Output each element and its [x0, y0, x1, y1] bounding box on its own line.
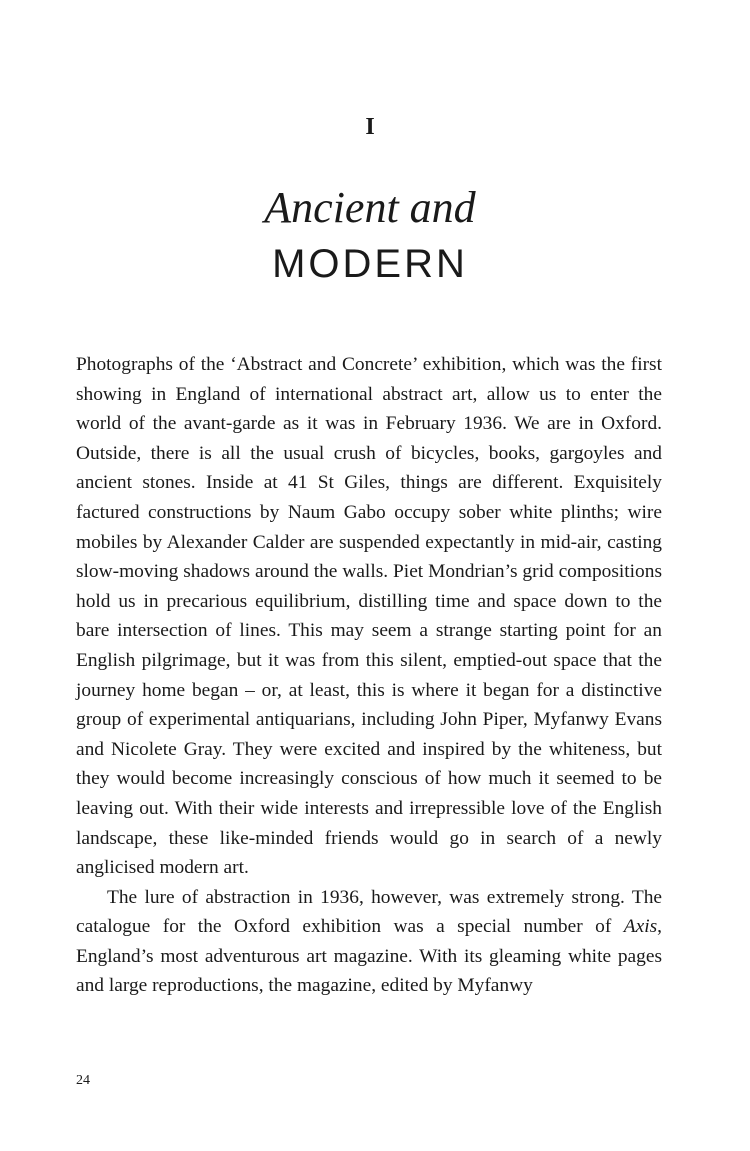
chapter-title-italic: Ancient and [264, 183, 476, 232]
chapter-title-caps: MODERN [272, 242, 468, 286]
magazine-title: Axis [623, 916, 658, 938]
paragraph-2 [76, 883, 662, 1001]
chapter-number: I [365, 114, 375, 140]
paragraph-2-start: The lure of abstraction in 1936, however, was extremely strong. The catalogue for the Oxford exhibition was a special number of [76, 886, 662, 938]
paragraph-1: Photographs of the ‘Abstract and Concrete’ exhibition, which was the first showing in England of international abstract art, allow us to enter the world of the avant-garde as it was in February 1936. We are in Oxford. Outside, there is all the usual crush of bicycles, books, gargoyles and ancient stones. Inside at 41 St Giles, things are different. Exquisitely factured constructions by Naum Gabo occupy sober white plinths; wire mobiles by Alexander Calder are suspended expectantly in mid-air, casting slow-moving shadows around the walls. Piet Mondrian’s grid compositions hold us in precarious equilibrium, distilling time and space down to the bare intersection of lines. This may seem a strange starting point for an English pilgrimage, but it was from this silent, emptied-out space that the journey home began – or, at least, this is where it began for a distinctive group of experimental antiquarians, including John Piper, Myfanwy Evans and Nicolete Gray. They were excited and inspired by the whiteness, but they would become increasingly conscious of how much it seemed to be leaving out. With their wide interests and irrepressible love of the English landscape, these like-minded friends would go in search of a newly anglicised modern art. [76, 354, 662, 879]
body-text [76, 350, 662, 1001]
page-number: 24 [76, 1073, 90, 1088]
paragraph-2-end: , England’s most adventurous art magazine. With its gleaming white pages and large reproductions, the magazine, edited by Myfanwy [76, 916, 662, 997]
